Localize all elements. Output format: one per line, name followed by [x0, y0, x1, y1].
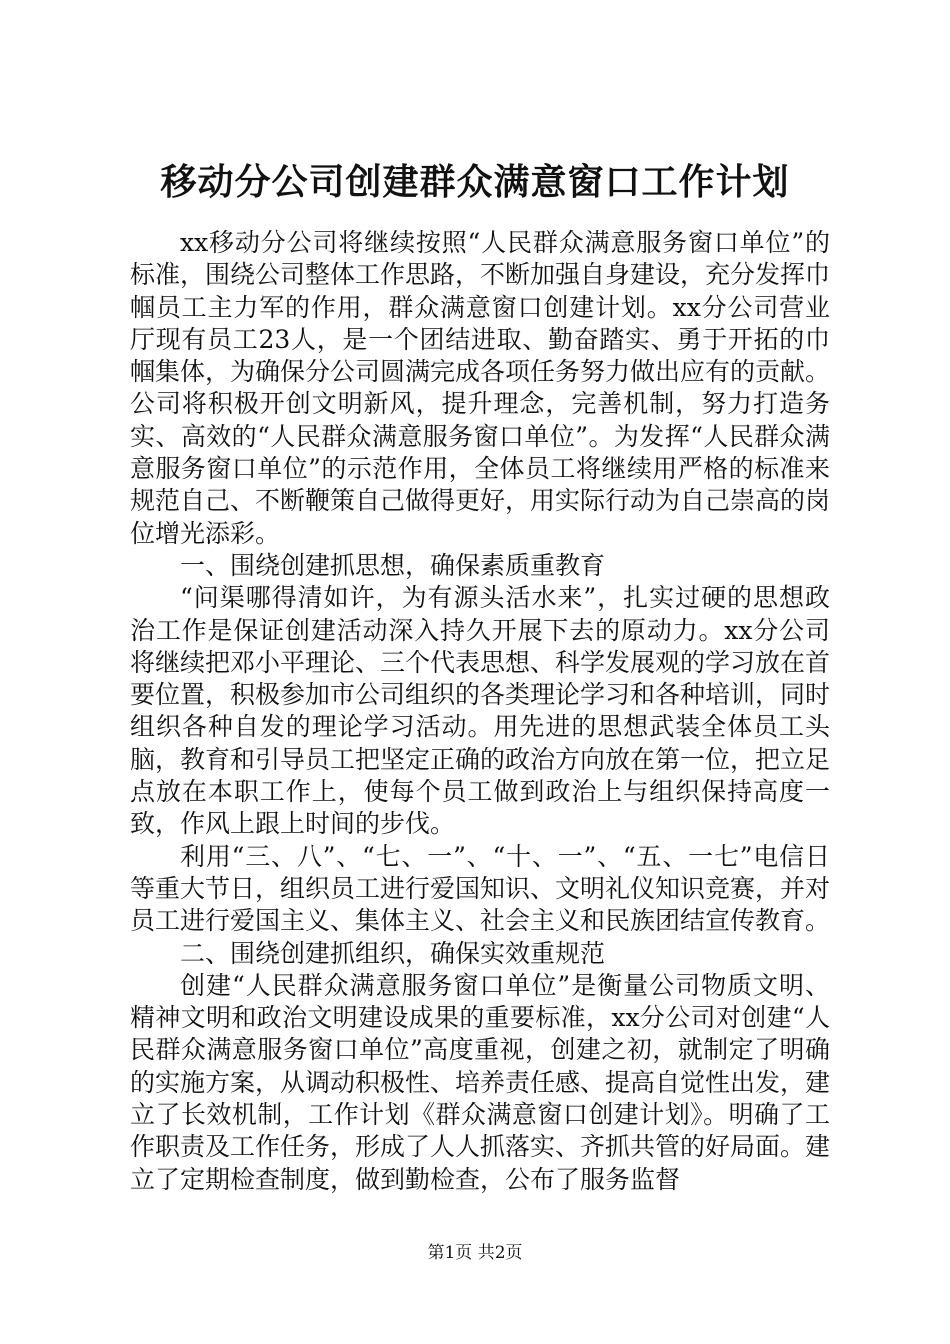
paragraph-section-2: 创建“人民群众满意服务窗口单位”是衡量公司物质文明、精神文明和政治文明建设成果的重要标准，xx分公司对创建“人民群众满意服务窗口单位”高度重视，创建之初，就制定了明确的实施方案，从调动积极性、培养责任感、提高自觉性出发，建立了长效机制，工作计划《群众满意窗口创建计划》。明确了工作职责及工作任务，形成了人人抓落实、齐抓共管的好局面。建立了定期检查制度，做到勤检查，公布了服务监督: [130, 970, 831, 1194]
paragraph-intro: xx移动分公司将继续按照“人民群众满意服务窗口单位”的标准，围绕公司整体工作思路，不断加强自身建设，充分发挥巾帼员工主力军的作用，群众满意窗口创建计划。xx分公司营业厅现有员工23人，是一个团结进取、勤奋踏实、勇于开拓的巾帼集体，为确保分公司圆满完成各项任务努力做出应有的贡献。公司将积极开创文明新风，提升理念，完善机制，努力打造务实、高效的“人民群众满意服务窗口单位”。为发挥“人民群众满意服务窗口单位”的示范作用，全体员工将继续用严格的标准来规范自己、不断鞭策自己做得更好，用实际行动为自己崇高的岗位增光添彩。: [130, 228, 831, 548]
paragraph-holidays: 利用“三、八”、“七、一”、“十、一”、“五、一七”电信日等重大节日，组织员工进行爱国知识、文明礼仪知识竞赛，并对员工进行爱国主义、集体主义、社会主义和民族团结宣传教育。: [130, 841, 831, 936]
document-title: 移动分公司创建群众满意窗口工作计划: [160, 161, 790, 203]
page-number-footer: 第1页 共2页: [427, 1243, 523, 1263]
document-body: [130, 227, 830, 1196]
section-heading-2: 二、围绕创建抓组织，确保实效重规范: [180, 938, 606, 968]
paragraph-section-1: “问渠哪得清如许，为有源头活水来”，扎实过硬的思想政治工作是保证创建活动深入持久开展下去的原动力。xx分公司将继续把邓小平理论、三个代表思想、科学发展观的学习放在首要位置，积极参加市公司组织的各类理论学习和各种培训，同时组织各种自发的理论学习活动。用先进的思想武装全体员工头脑，教育和引导员工把坚定正确的政治方向放在第一位，把立足点放在本职工作上，使每个员工做到政治上与组织保持高度一致，作风上跟上时间的步伐。: [130, 583, 831, 839]
section-heading-1: 一、围绕创建抓思想，确保素质重教育: [180, 550, 606, 580]
